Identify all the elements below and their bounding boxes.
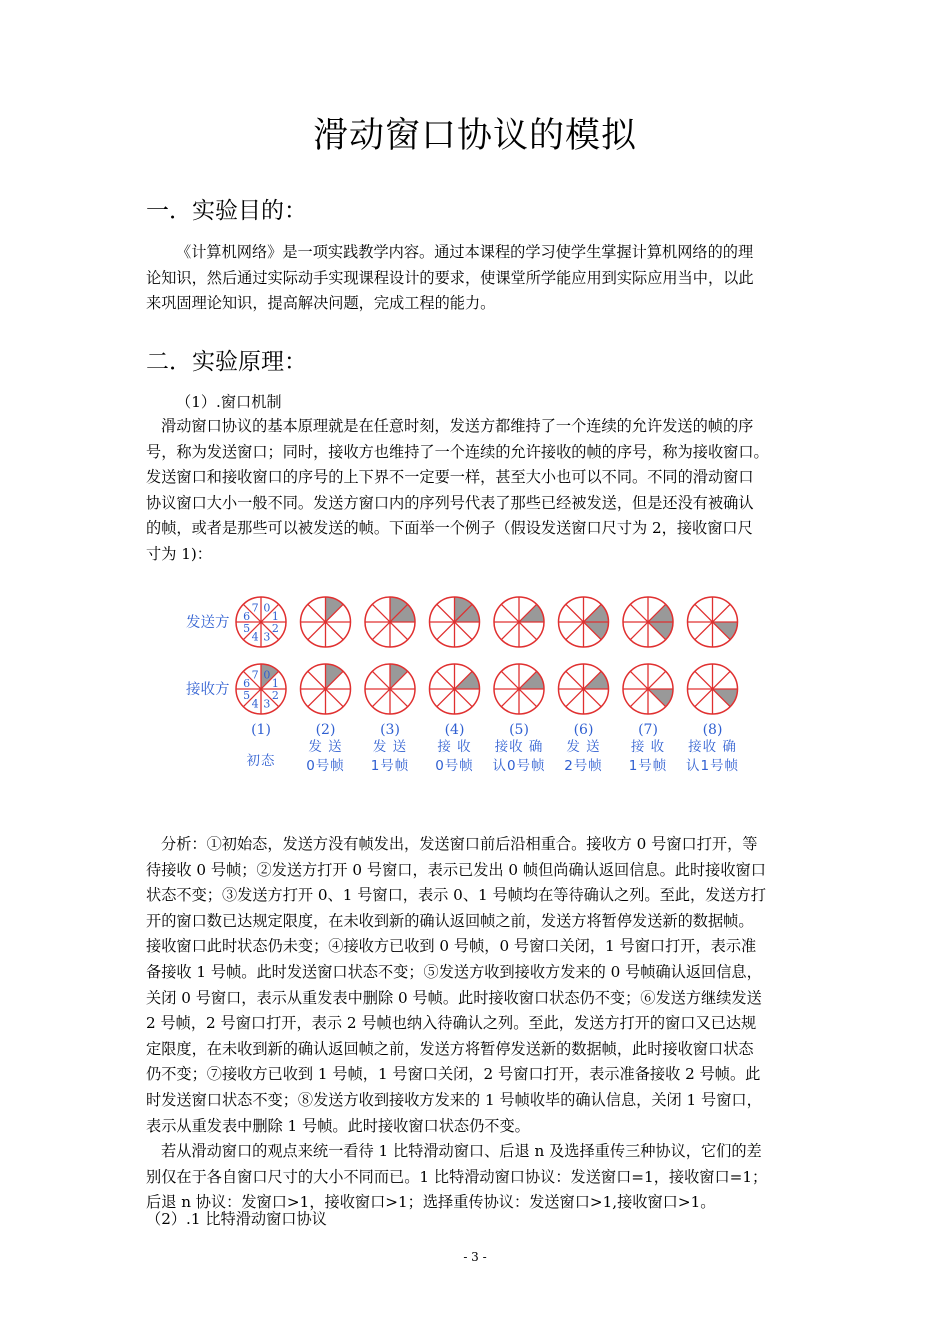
sender-window-wheel: [236, 597, 286, 647]
sector-number: 6: [243, 610, 251, 624]
open-window-sector: [584, 604, 609, 622]
state-caption-line1: 接 收: [630, 739, 666, 755]
text-line: 分析：①初始态，发送方没有帧发出，发送窗口前后沿相重合。接收方 0 号窗口打开，等: [161, 835, 758, 853]
open-window-sector: [648, 604, 673, 622]
state-caption-line1: 发 送: [308, 739, 343, 755]
sender-window-wheel: [494, 597, 544, 647]
text-line: 开的窗口数已达规定限度，在未收到新的确认返回帧之前，发送方将暂停发送新的数据帧。: [146, 911, 754, 930]
wheel-grid: [236, 597, 738, 714]
sliding-window-figure: [180, 590, 780, 780]
sector-number: 7: [251, 601, 259, 615]
page-title: 滑动窗口协议的模拟: [312, 116, 637, 156]
state-number: (3): [380, 722, 400, 738]
open-window-sector: [326, 597, 344, 622]
text-line: 表示从重发表中删除 1 号帧。此时接收窗口状态仍不变。: [146, 1116, 530, 1135]
text-line: 备接收 1 号帧。此时发送窗口状态不变；⑤发送方收到接收方发来的 0 号帧确认返回信息，: [146, 962, 762, 981]
sector-number: 2: [271, 688, 279, 702]
sender-window-wheel: [430, 597, 480, 647]
receiver-window-wheel: [430, 664, 480, 714]
text-line: 后退 n 协议：发窗口>1，接收窗口>1；选择重传协议：发送窗口>1,接收窗口>1。: [146, 1193, 716, 1212]
open-window-sector: [519, 671, 544, 689]
section2-heading: 二．实验原理：: [146, 349, 307, 375]
sender-window-wheel: [301, 597, 351, 647]
text-line: 2 号帧，2 号窗口打开，表示 2 号帧也纳入待确认之列。至此，发送方打开的窗口又已达规: [146, 1014, 757, 1033]
state-number: (6): [573, 722, 594, 738]
sector-number: 1: [271, 610, 279, 624]
sector-number: 4: [251, 630, 259, 644]
sender-label: 发送方: [186, 615, 230, 631]
state-number: (1): [251, 722, 271, 738]
open-window-sector: [584, 622, 609, 640]
text-line: 时发送窗口状态不变；⑧发送方收到接收方发来的 1 号帧收毕的确认信息，关闭 1 号窗口，: [146, 1090, 762, 1109]
open-window-sector: [390, 664, 408, 689]
open-window-sector: [713, 622, 738, 640]
state-caption-line2: 2号帧: [564, 758, 603, 774]
text-line: 接收窗口此时状态仍未变；④接收方已收到 0 号帧，0 号窗口关闭，1 号窗口打开，表示准: [146, 937, 757, 956]
state-caption-line2: 0号帧: [306, 758, 345, 774]
sector-number: 3: [263, 630, 271, 644]
state-caption-line1: 接收 确: [494, 739, 544, 755]
receiver-window-wheel: [494, 664, 544, 714]
state-number: (4): [444, 722, 465, 738]
text-line: 别仅在于各自窗口尺寸的大小不同而已。1 比特滑动窗口协议：发送窗口=1，接收窗口=1；: [146, 1167, 768, 1186]
text-line: 关闭 0 号窗口，表示从重发表中删除 0 号帧。此时接收窗口状态仍不变；⑥发送方继续发送: [146, 988, 762, 1007]
sender-window-wheel: [688, 597, 738, 647]
text-line: 若从滑动窗口的观点来统一看待 1 比特滑动窗口、后退 n 及选择重传三种协议，它们的差: [161, 1142, 762, 1161]
state-caption-line1: 接收 确: [688, 739, 737, 755]
sender-window-wheel: [365, 597, 415, 647]
open-window-sector: [326, 664, 344, 689]
open-window-sector: [648, 689, 673, 707]
open-window-sector: [584, 671, 609, 689]
state-caption-line2: 0号帧: [435, 758, 474, 774]
text-line: 《计算机网络》是一项实践教学内容。通过本课程的学习使学生掌握计算机网络的的理: [176, 243, 754, 261]
state-caption-line2: 认0号帧: [492, 758, 546, 774]
text-line: 发送窗口和接收窗口的序号的上下界不一定要一样，甚至大小也可以不同。不同的滑动窗口: [146, 468, 754, 487]
receiver-window-wheel: [365, 664, 415, 714]
state-number: (8): [702, 722, 723, 738]
sender-window-wheel: [623, 597, 673, 647]
state-number: (2): [315, 722, 336, 738]
state-caption-line1: 发 送: [372, 739, 408, 755]
state-caption-line2: 1号帧: [370, 758, 410, 774]
receiver-window-wheel: [623, 664, 673, 714]
section1-paragraph: [146, 240, 808, 317]
sector-number: 5: [243, 688, 251, 702]
sector-number: 4: [251, 697, 259, 711]
text-line: 来巩固理论知识，提高解决问题，完成工程的能力。: [146, 294, 496, 313]
sector-number: 5: [243, 621, 251, 635]
state-number: (5): [509, 722, 529, 738]
text-line: 状态不变；③发送方打开 0、1 号窗口，表示 0、1 号帧均在等待确认之列。至此，发送方打: [146, 886, 766, 905]
sender-window-wheel: [559, 597, 609, 647]
state-caption-line2: 认1号帧: [685, 758, 740, 774]
receiver-label: 接收方: [186, 682, 230, 698]
analysis-paragraph: [146, 832, 808, 1216]
receiver-window-wheel: [236, 664, 286, 714]
text-line: 待接收 0 号帧；②发送方打开 0 号窗口，表示已发出 0 帧但尚确认返回信息。此时接收窗口: [146, 860, 766, 879]
text-line: 论知识，然后通过实际动手实现课程设计的要求，使课堂所学能应用到实际应用当中，以此: [146, 268, 754, 287]
text-line: 协议窗口大小一般不同。发送方窗口内的序列号代表了那些已经被发送，但是还没有被确认: [146, 493, 754, 512]
page-number: - 3 -: [463, 1250, 487, 1264]
state-caption-line1: 接 收: [437, 739, 472, 755]
receiver-window-wheel: [688, 664, 738, 714]
sector-number: 1: [271, 677, 279, 691]
subsection-1bit-protocol: （2）.1 比特滑动窗口协议: [146, 1210, 327, 1228]
open-window-sector: [648, 622, 673, 640]
sector-number: 0: [263, 601, 271, 615]
state-caption-line2: 1号帧: [628, 758, 668, 774]
open-window-sector: [519, 604, 544, 622]
subsection-window-mechanism: （1）.窗口机制: [176, 393, 282, 411]
principle-paragraph: [146, 414, 808, 568]
state-number: (7): [638, 722, 658, 738]
sector-number: 2: [271, 621, 279, 635]
text-line: 滑动窗口协议的基本原理就是在任意时刻，发送方都维持了一个连续的允许发送的帧的序: [161, 417, 754, 435]
sector-number: 0: [263, 668, 271, 682]
text-line: 定限度，在未收到新的确认返回帧之前，发送方将暂停发送新的数据帧，此时接收窗口状态: [146, 1039, 754, 1058]
open-window-sector: [713, 689, 738, 707]
text-line: 仍不变；⑦接收方已收到 1 号帧，1 号窗口关闭，2 号窗口打开，表示准备接收 2 号帧。此: [146, 1065, 761, 1084]
receiver-window-wheel: [559, 664, 609, 714]
open-window-sector: [455, 671, 480, 689]
receiver-window-wheel: [301, 664, 351, 714]
state-caption-line1: 初态: [246, 753, 276, 769]
state-captions: [247, 722, 740, 774]
section1-heading: 一．实验目的：: [146, 198, 307, 224]
sector-number: 7: [251, 668, 259, 682]
sector-number: 6: [243, 677, 251, 691]
text-line: 的帧，或者是那些可以被发送的帧。下面举一个例子（假设发送窗口尺寸为 2，接收窗口尺: [146, 519, 753, 538]
text-line: 号，称为发送窗口；同时，接收方也维持了一个连续的允许接收的帧的序号，称为接收窗口。: [146, 442, 769, 461]
state-caption-line1: 发 送: [566, 739, 601, 755]
sector-number: 3: [263, 697, 271, 711]
text-line: 寸为 1)：: [146, 544, 212, 563]
